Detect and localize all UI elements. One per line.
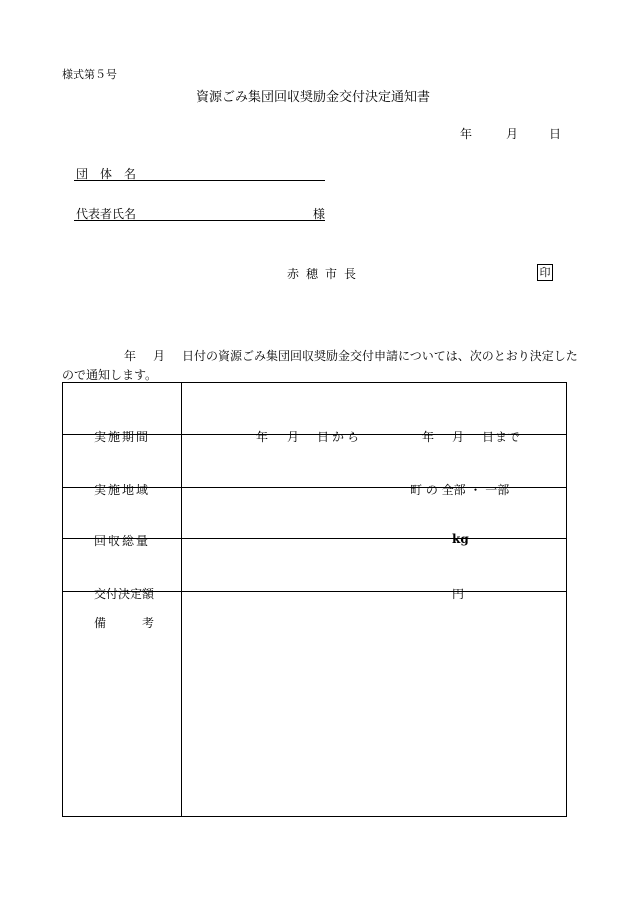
representative-label: 代表者氏名	[76, 207, 137, 221]
label-cell	[63, 592, 182, 817]
representative-underline	[74, 220, 325, 221]
period-from-day: 日から	[317, 429, 363, 444]
group-label-3: 名	[124, 167, 137, 181]
period-from-year: 年	[256, 429, 269, 444]
body-line1-rest: 日付の資源ごみ集団回収奨励金交付申請については、次のとおり決定した	[182, 349, 578, 363]
label-remarks-1: 備	[94, 616, 107, 630]
label-total: 回収総量	[94, 534, 151, 548]
body-month: 月	[153, 349, 166, 363]
decision-table	[62, 382, 567, 817]
label-cell	[63, 383, 182, 444]
label-grant: 交付決定額	[94, 587, 155, 601]
group-label-2: 体	[100, 167, 113, 181]
form-number: 様式第５号	[62, 68, 117, 81]
value-cell-remarks	[182, 592, 567, 817]
period-to-year: 年	[422, 429, 435, 444]
issuer-char-1: 赤	[287, 267, 300, 281]
period-from-month: 月	[287, 429, 300, 444]
table-row-remarks	[63, 592, 567, 817]
seal-mark: 印	[537, 264, 553, 281]
label-period: 実施期間	[94, 429, 151, 444]
label-area: 実施地域	[94, 483, 151, 497]
issuer-char-2: 穂	[306, 267, 319, 281]
body-year: 年	[124, 349, 137, 363]
date-year: 年	[460, 127, 473, 141]
value-cell-grant	[182, 539, 567, 601]
group-label-1: 団	[76, 167, 89, 181]
date-day: 日	[549, 127, 562, 141]
period-to-day: 日まで	[482, 429, 522, 444]
date-month: 月	[506, 127, 519, 141]
issuer-char-3: 市	[325, 267, 338, 281]
area-value: 町 の 全部 ・ 一部	[410, 483, 510, 497]
value-cell-period	[182, 383, 567, 444]
group-name-underline	[74, 180, 325, 181]
grant-unit: 円	[452, 587, 465, 601]
label-remarks-2: 考	[142, 616, 155, 630]
period-to-month: 月	[452, 429, 465, 444]
body-line2: ので通知します。	[62, 368, 158, 382]
honorific-sama: 様	[313, 207, 326, 221]
issuer-char-4: 長	[344, 267, 357, 281]
table-row-period	[63, 383, 567, 435]
document-title: 資源ごみ集団回収奨励金交付決定通知書	[196, 90, 431, 105]
total-unit: kg	[452, 532, 469, 546]
